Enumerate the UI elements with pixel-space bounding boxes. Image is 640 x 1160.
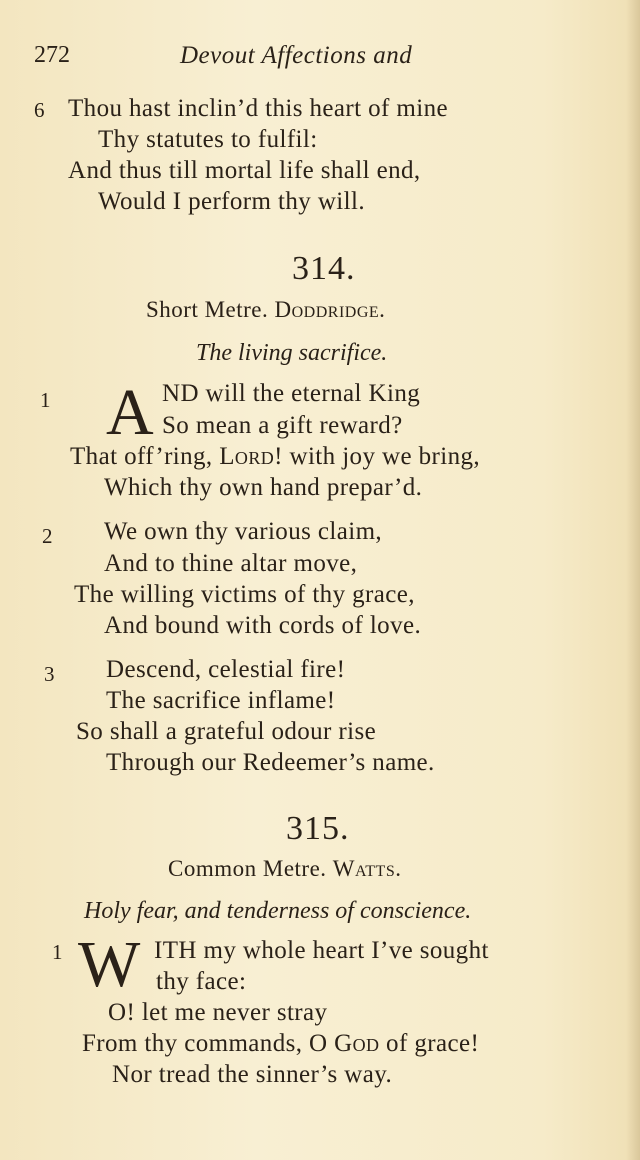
stanza-number: 3 — [44, 662, 55, 686]
verse-line: The sacrifice inflame! — [106, 687, 336, 714]
verse-text: From thy commands, O — [82, 1030, 335, 1057]
stanza-number: 1 — [52, 940, 63, 964]
hymn-number: 314. — [292, 250, 356, 287]
verse-line: And to thine altar move, — [104, 550, 358, 577]
hymn-meter — [146, 297, 385, 323]
running-title: Devout Affections and — [180, 42, 413, 69]
verse-line: Which thy own hand prepar’d. — [104, 474, 423, 501]
hymn-author: Doddridge. — [274, 297, 386, 322]
verse-line: And thus till mortal life shall end, — [68, 157, 421, 184]
verse-line — [82, 1030, 479, 1058]
verse-line: The willing victims of thy grace, — [74, 581, 415, 608]
hymn-meter — [168, 856, 401, 882]
verse-text-lord: Lord — [219, 443, 275, 470]
meter-label: Short Metre. — [146, 297, 269, 322]
hymn-number: 315. — [286, 810, 350, 847]
verse-line: Descend, celestial fire! — [106, 656, 346, 683]
verse-line: We own thy various claim, — [104, 518, 383, 545]
drop-cap: A — [106, 376, 154, 449]
verse-text: ! with joy we bring, — [274, 443, 481, 470]
stanza-number: 6 — [34, 98, 45, 122]
verse-text-god: God — [334, 1030, 380, 1057]
verse-line: So shall a grateful odour rise — [76, 718, 377, 745]
verse-line: So mean a gift reward? — [162, 412, 403, 439]
drop-cap: W — [78, 928, 141, 1001]
verse-line: ITH my whole heart I’ve sought — [154, 937, 489, 964]
page-header — [34, 42, 464, 76]
meter-label: Common Metre. — [168, 856, 327, 881]
verse-line: Nor tread the sinner’s way. — [112, 1061, 393, 1088]
verse-line — [70, 443, 480, 471]
verse-line: ND will the eternal King — [162, 380, 421, 407]
verse-line: Thy statutes to fulfil: — [98, 126, 318, 153]
verse-line: Thou hast inclin’d this heart of mine — [68, 95, 448, 122]
verse-line: thy face: — [156, 968, 247, 995]
hymn-subtitle: The living sacrifice. — [196, 340, 388, 366]
page-number: 272 — [34, 42, 70, 68]
verse-line: Would I perform thy will. — [98, 188, 365, 215]
stanza-number: 2 — [42, 524, 53, 548]
hymn-subtitle: Holy fear, and tenderness of conscience. — [84, 898, 472, 924]
hymn-author: Watts. — [332, 856, 402, 881]
stanza-number: 1 — [40, 388, 51, 412]
page-edge-shadow — [626, 0, 640, 1160]
verse-line: Through our Redeemer’s name. — [106, 749, 435, 776]
verse-line: O! let me never stray — [108, 999, 328, 1026]
verse-text: of grace! — [379, 1030, 480, 1057]
verse-text: That off’ring, — [70, 443, 220, 470]
verse-line: And bound with cords of love. — [104, 612, 422, 639]
